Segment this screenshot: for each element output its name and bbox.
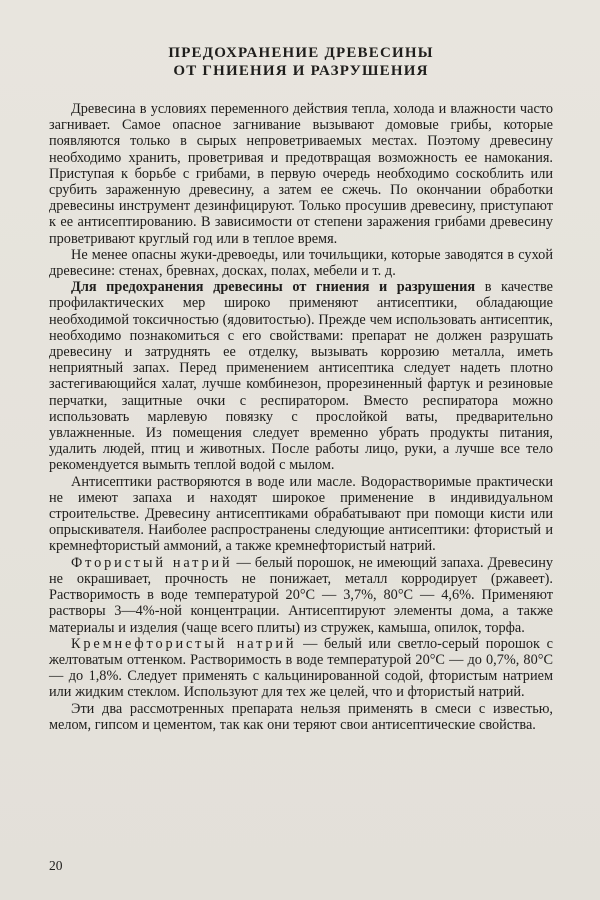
page-body xyxy=(49,101,553,733)
paragraph xyxy=(49,636,553,701)
text-segment: Антисептики растворяются в воде или масле. Водорастворимые практически не имеют запаха и находят широкое применение в индивидуальном строительстве. Древесину антисептиками обрабатывают при помощи кисти или опрыскивателя. Наиболее распространены следующие антисептики: фтористый и кремнефтористый аммоний, а также кремнефтористый натрий. xyxy=(49,473,553,555)
title-line-1: ПРЕДОХРАНЕНИЕ ДРЕВЕСИНЫ xyxy=(168,45,434,61)
page-title xyxy=(49,44,553,80)
paragraph xyxy=(49,555,553,636)
page-number: 20 xyxy=(49,858,63,873)
text-segment: Не менее опасны жуки-древоеды, или точильщики, которые заводятся в сухой древесине: стенах, бревнах, досках, полах, мебели и т. д. xyxy=(49,246,553,280)
emphasized-term: Кремнефтористый натрий xyxy=(71,635,297,652)
paragraph xyxy=(49,701,553,733)
bold-lead-text: Для предохранения древесины от гниения и разрушения xyxy=(71,279,476,296)
text-segment: — белый порошок, не имеющий запаха. Древесину не окрашивает, прочность не понижает, металл корродирует (ржавеет). Растворимость в воде температурой 20°С — 3,7%, 80°С — 4,6%. Применяют растворы 3—4%-ной концентрации. Антисептируют элементы дома, а также материалы и изделия (чаще всего плиты) из стружек, камыша, опилок, торфа. xyxy=(49,554,553,636)
paragraph xyxy=(49,279,553,473)
paragraph xyxy=(49,247,553,279)
title-line-2: ОТ ГНИЕНИЯ И РАЗРУШЕНИЯ xyxy=(173,63,429,79)
text-segment: в качестве профилактических мер широко применяют антисептики, обладающие необходимой токсичностью (ядовитостью). Прежде чем использовать антисептик, необходимо познакомиться с его свойствами: препарат не должен разрушать древесину и затруднять ее отделку, вызывать коррозию металла, иметь неприятный запах. Перед применением антисептика следует надеть плотно застегивающийся халат, лучше комбинезон, прорезиненный фартук и резиновые перчатки, защитные очки с респиратором. Вместо респиратора можно использовать марлевую повязку с прослойкой ваты, предварительно увлажненные. Из помещения следует временно убрать продукты питания, удалить людей, птиц и животных. После работы лицо, руки, а лучше все тело рекомендуется вымыть теплой водой с мылом. xyxy=(49,279,553,474)
text-segment: Древесина в условиях переменного действия тепла, холода и влажности часто загнивает. Самое опасное загнивание вызывают домовые грибы, которые появляются только в сырых непроветриваемых местах. Поэтому древесину необходимо хранить, проветривая и предотвращая возможность ее намокания. Приступая к борьбе с грибами, в первую очередь необходимо соскоблить или срубить зараженную древесину, а затем ее сжечь. По окончании обработки древесины инструмент дезинфицируют. Только просушив древесину, приступают к ее антисептированию. В зависимости от степени заражения грибами древесину проветривают круглый год или в теплое время. xyxy=(49,101,553,247)
paragraph xyxy=(49,474,553,555)
text-segment: — белый или светло-серый порошок с желтоватым оттенком. Растворимость в воде температурой 20°С — до 0,7%, 80°С — до 1,8%. Следует применять с кальцинированной содой, фтористым натрием или жидким стеклом. Используют для тех же целей, что и фтористый натрий. xyxy=(49,635,553,701)
text-segment: Эти два рассмотренных препарата нельзя применять в смеси с известью, мелом, гипсом и цементом, так как они теряют свои антисептические свойства. xyxy=(49,700,553,733)
paragraph xyxy=(49,101,553,247)
emphasized-term: Фтористый натрий xyxy=(71,554,233,571)
